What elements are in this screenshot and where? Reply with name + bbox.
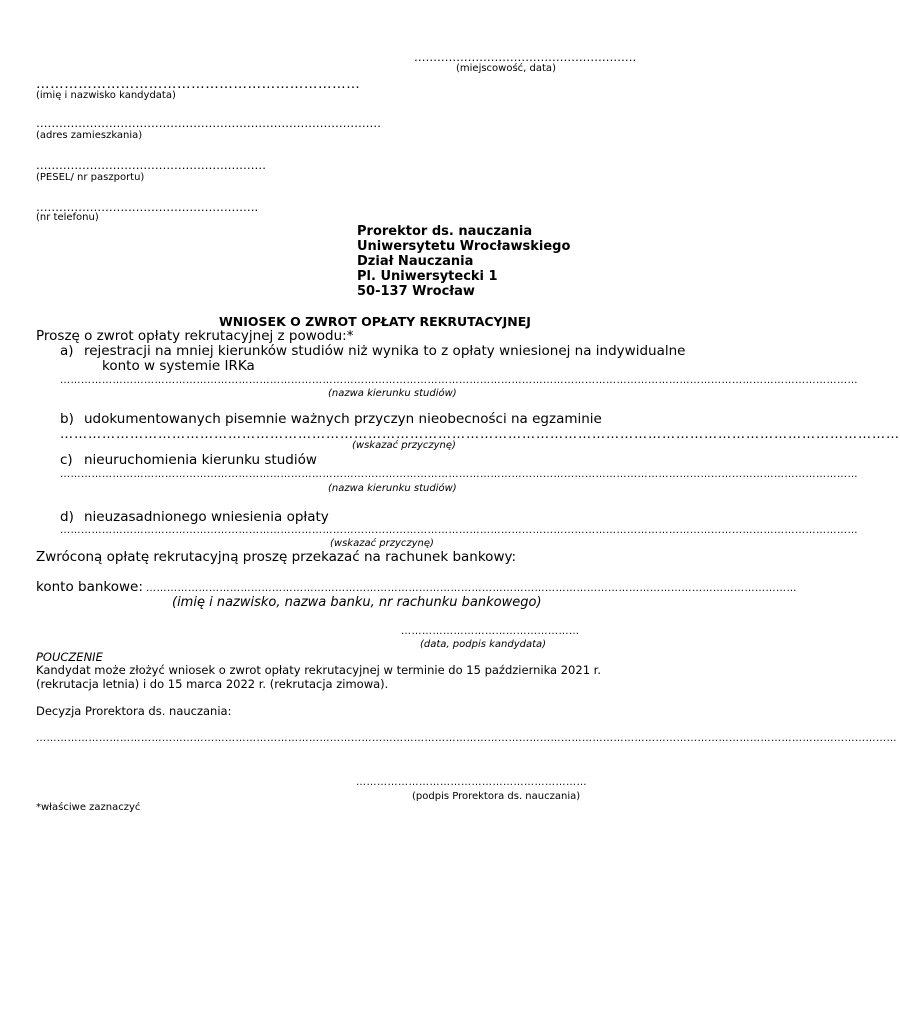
address-label: (adres zamieszkania) <box>36 130 143 141</box>
bank-account-hint: (imię i nazwisko, nazwa banku, nr rachunku bankowego) <box>172 595 542 610</box>
footnote: *właściwe zaznaczyć <box>36 802 141 813</box>
bank-account-dotline[interactable]: …………………………………………………………………………………………………………………………………………………………………… <box>146 583 797 594</box>
prorector-sign-dotline[interactable]: ………………………………………………………… <box>356 777 587 788</box>
decision-dotline[interactable]: ………………………………………………………………………………………………………………………………………………………………………………………………………………………… <box>36 733 897 744</box>
candidate-name-label: (imię i nazwisko kandydata) <box>36 90 176 101</box>
prorector-sign-label: (podpis Prorektora ds. nauczania) <box>412 791 581 802</box>
addressee-line: Prorektor ds. nauczania <box>357 224 533 239</box>
candidate-name-dots[interactable]: …………………………………………………………… <box>36 76 361 92</box>
reason-a-text: rejestracji na mniej kierunków studiów niż wynika to z opłaty wniesionej na indywidualne <box>84 343 686 359</box>
candidate-sign-label: (data, podpis kandydata) <box>420 639 547 650</box>
reason-b-hint: (wskazać przyczynę) <box>352 440 456 451</box>
addressee-line: 50-137 Wrocław <box>357 284 475 299</box>
notice-heading: POUCZENIE <box>36 650 103 664</box>
reason-b-dotline[interactable]: ……………………………………………………………………………………………………………………………………………………………… <box>60 427 900 442</box>
reason-b-text: udokumentowanych pisemnie ważnych przyczyn nieobecności na egzaminie <box>84 411 602 427</box>
addressee-line: Pl. Uniwersytecki 1 <box>357 269 498 284</box>
reason-a-marker: a) <box>60 343 74 359</box>
address-dots[interactable]: ……………………………………………………………………………… <box>36 116 381 130</box>
intro-text: Proszę o zwrot opłaty rekrutacyjnej z powodu:* <box>36 328 354 344</box>
reason-a-text-cont: konto w systemie IRKa <box>102 358 255 374</box>
pesel-label: (PESEL/ nr paszportu) <box>36 172 145 183</box>
notice-line-2: (rekrutacja letnia) i do 15 marca 2022 r. (rekrutacja zimowa). <box>36 677 389 691</box>
phone-dots[interactable]: …………………………………………………. <box>36 200 259 214</box>
reason-c-hint: (nazwa kierunku studiów) <box>328 483 457 494</box>
place-date-dots[interactable]: …………………………………………………. <box>414 50 637 64</box>
reason-c-dotline[interactable]: ………………………………………………………………………………………………………………………………………………………………………………………………………… <box>60 469 858 480</box>
addressee-line: Uniwersytetu Wrocławskiego <box>357 239 571 254</box>
phone-label: (nr telefonu) <box>36 212 99 223</box>
document-title: WNIOSEK O ZWROT OPŁATY REKRUTACYJNEJ <box>219 314 531 329</box>
addressee-block <box>357 224 570 299</box>
refund-text: Zwróconą opłatę rekrutacyjną proszę przekazać na rachunek bankowy: <box>36 549 517 565</box>
pesel-dots[interactable]: …………………………………………………… <box>36 158 266 172</box>
reason-d-hint: (wskazać przyczynę) <box>330 538 434 549</box>
reason-d-marker: d) <box>60 509 74 525</box>
reason-d-text: nieuzasadnionego wniesienia opłaty <box>84 509 329 525</box>
decision-label: Decyzja Prorektora ds. nauczania: <box>36 704 232 718</box>
candidate-sign-dotline[interactable]: …………………………………………… <box>401 626 580 637</box>
reason-b-marker: b) <box>60 411 74 427</box>
notice-line-1: Kandydat może złożyć wniosek o zwrot opłaty rekrutacyjnej w terminie do 15 października 2021 r. <box>36 663 601 677</box>
reason-a-hint: (nazwa kierunku studiów) <box>328 388 457 399</box>
bank-account-label: konto bankowe: <box>36 579 143 595</box>
reason-a-dotline[interactable]: ………………………………………………………………………………………………………………………………………………………………………………………………………… <box>60 375 858 386</box>
reason-c-marker: c) <box>60 452 73 468</box>
place-date-label: (miejscowość, data) <box>456 63 556 74</box>
reason-c-text: nieuruchomienia kierunku studiów <box>84 452 317 468</box>
reason-d-dotline[interactable]: ………………………………………………………………………………………………………………………………………………………………………………………………………… <box>60 525 858 536</box>
addressee-line: Dział Nauczania <box>357 254 474 269</box>
